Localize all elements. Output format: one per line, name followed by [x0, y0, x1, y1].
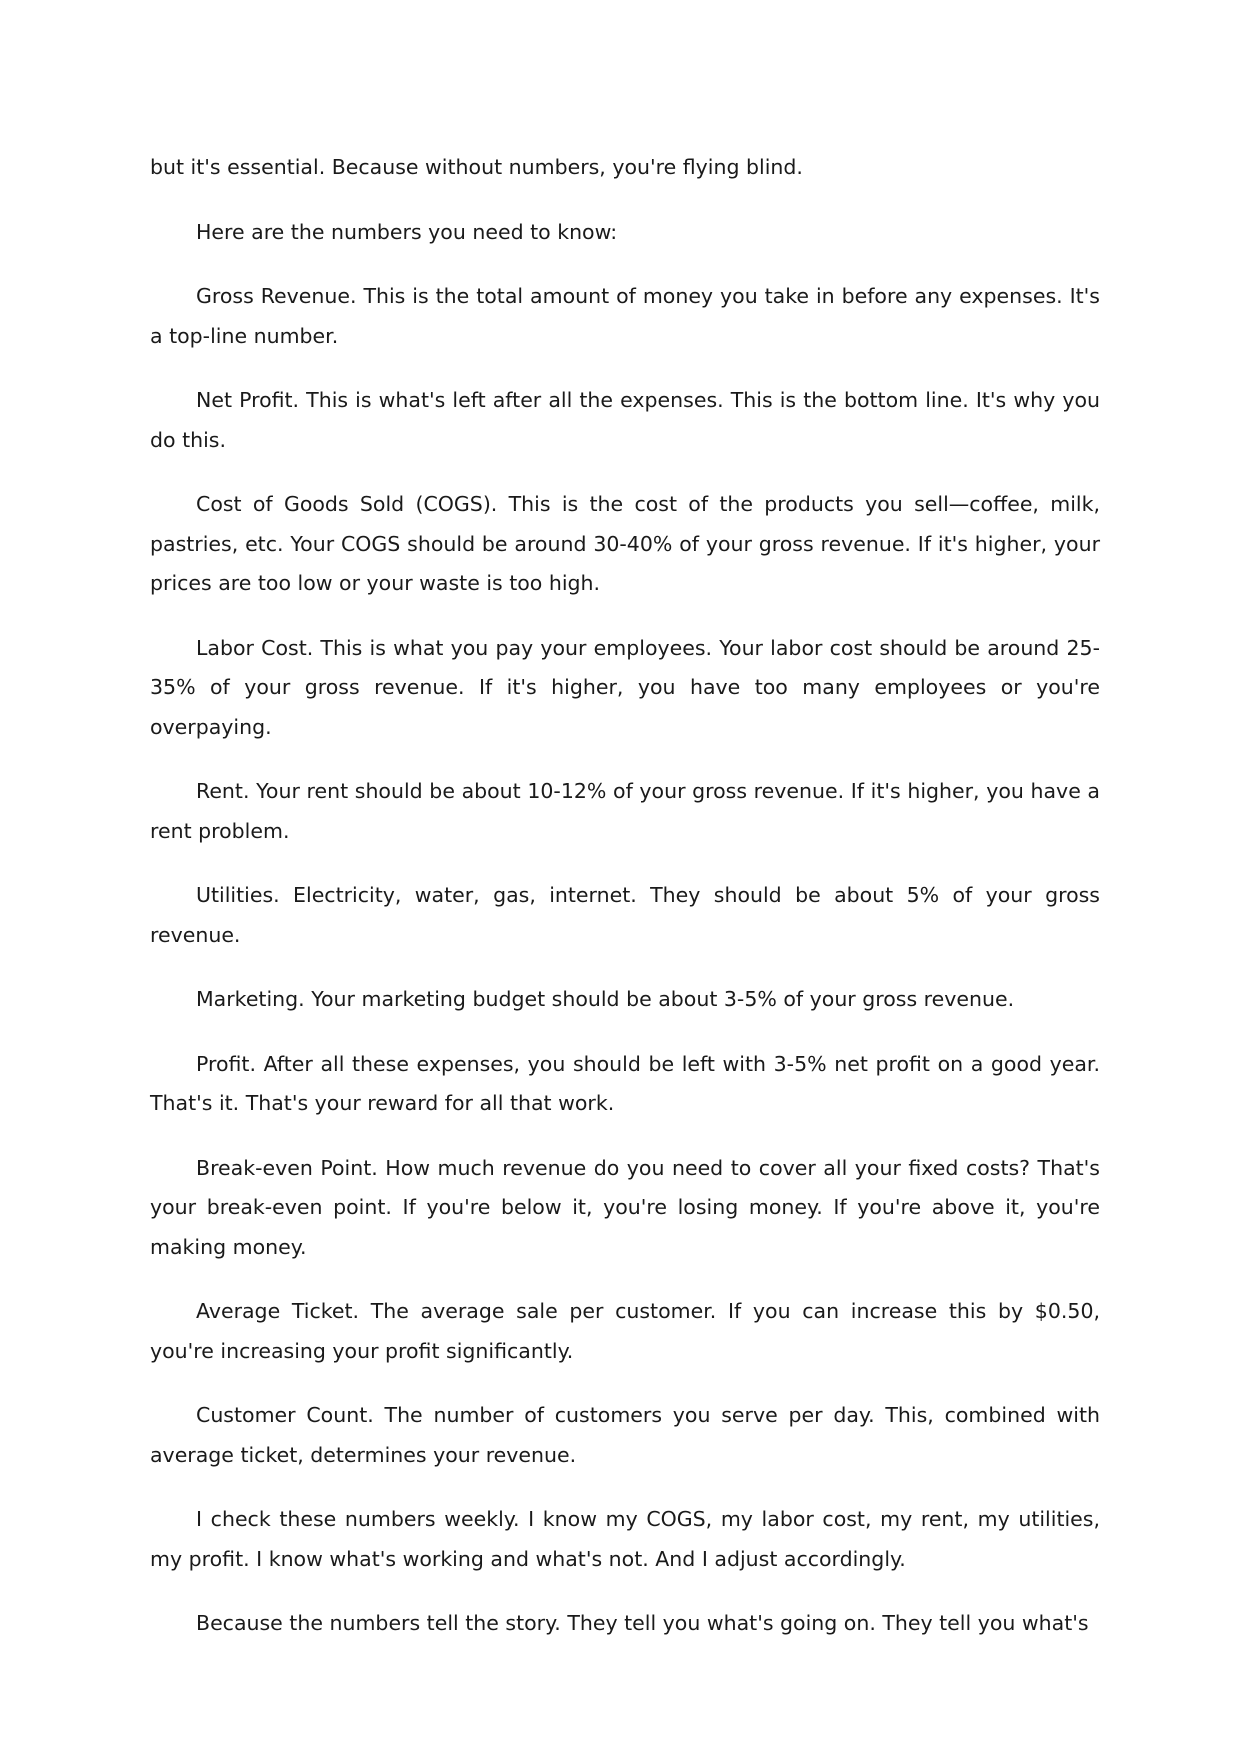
paragraph-utilities: Utilities. Electricity, water, gas, internet. They should be about 5% of your gross revenue.: [150, 883, 1100, 947]
paragraph-customer-count: Customer Count. The number of customers you serve per day. This, combined with average ticket, determines your revenue.: [150, 1403, 1100, 1467]
paragraph-profit: Profit. After all these expenses, you should be left with 3-5% net profit on a good year. That's it. That's your reward for all that work.: [150, 1051, 1100, 1115]
paragraph-numbers-story: Because the numbers tell the story. They tell you what's going on. They tell you what's: [196, 1611, 1089, 1635]
paragraph-weekly-check: I check these numbers weekly. I know my COGS, my labor cost, my rent, my utilities, my profit. I know what's working and what's not. And I adjust accordingly.: [150, 1507, 1100, 1571]
paragraph-cogs: Cost of Goods Sold (COGS). This is the cost of the products you sell—coffee, milk, pastries, etc. Your COGS should be around 30-40% of your gross revenue. If it's higher, your prices are too low or your waste is too high.: [150, 492, 1100, 595]
paragraph-average-ticket: Average Ticket. The average sale per customer. If you can increase this by $0.50, you're increasing your profit significantly.: [150, 1299, 1100, 1363]
paragraph-intro: Here are the numbers you need to know:: [196, 219, 618, 244]
paragraph-net-profit: Net Profit. This is what's left after all the expenses. This is the bottom line. It's why you do this.: [150, 388, 1100, 452]
paragraph-break-even: Break-even Point. How much revenue do you need to cover all your fixed costs? That's your break-even point. If you're below it, you're losing money. If you're above it, you're making money.: [150, 1155, 1100, 1259]
paragraph-labor-cost: Labor Cost. This is what you pay your employees. Your labor cost should be around 25-35% of your gross revenue. If it's higher, you have too many employees or you're overpaying.: [150, 635, 1100, 739]
body-text: [150, 148, 1100, 1669]
paragraph-rent: Rent. Your rent should be about 10-12% of your gross revenue. If it's higher, you have a rent problem.: [150, 779, 1100, 843]
paragraph-gross-revenue: Gross Revenue. This is the total amount of money you take in before any expenses. It's a top-line number.: [150, 284, 1100, 348]
paragraph-marketing: Marketing. Your marketing budget should be about 3-5% of your gross revenue.: [196, 987, 1015, 1011]
paragraph-continuation: but it's essential. Because without numbers, you're flying blind.: [150, 155, 803, 179]
